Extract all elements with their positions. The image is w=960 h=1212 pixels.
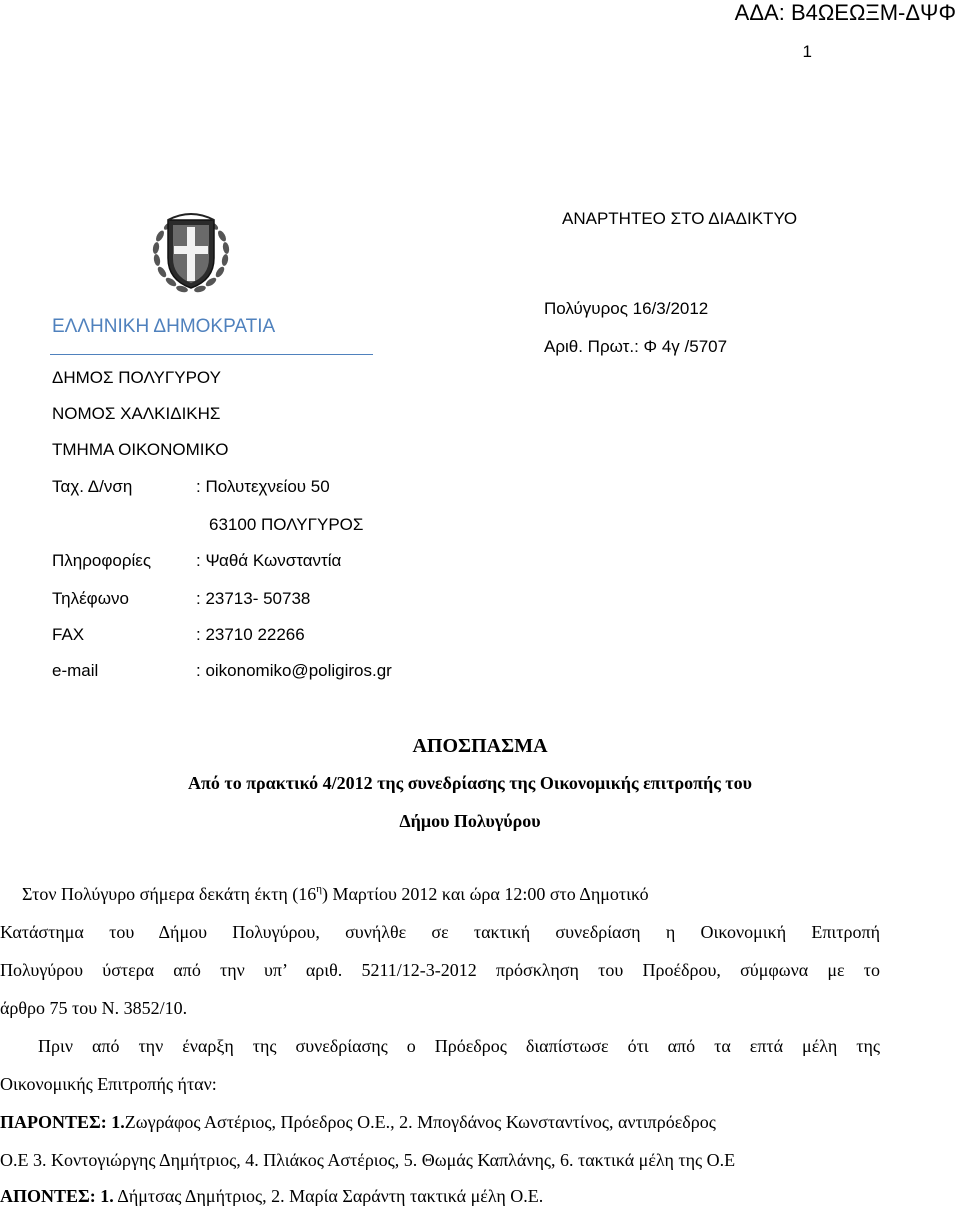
- address-label: Ταχ. Δ/νση: [52, 477, 133, 496]
- posted-online-notice: ΑΝΑΡΤΗΤΕΟ ΣΤΟ ΔΙΑΔΙΚΤΥΟ: [562, 209, 798, 228]
- coat-of-arms-emblem: [146, 206, 236, 298]
- info-label: Πληροφορίες: [52, 551, 152, 570]
- document-subtitle-line2: Δήμου Πολυγύρου: [399, 811, 541, 831]
- issuer-department: ΤΜΗΜΑ ΟΙΚΟΝΟΜΙΚΟ: [52, 440, 229, 459]
- body-p1-line1-a: Στον Πολύγυρο σήμερα δεκάτη έκτη (16: [22, 884, 317, 904]
- email-label: e-mail: [52, 661, 99, 680]
- body-p1-line1: [22, 884, 649, 905]
- present-line1: [0, 1112, 880, 1133]
- fax-value: : 23710 22266: [196, 625, 305, 644]
- issuer-municipality: ΔΗΜΟΣ ΠΟΛΥΓΥΡΟΥ: [52, 368, 221, 387]
- postcode-city: 63100 ΠΟΛΥΓΥΡΟΣ: [209, 515, 364, 534]
- body-p1-line4: άρθρο 75 του Ν. 3852/10.: [0, 998, 188, 1018]
- body-p2-line2: Οικονομικής Επιτροπής ήταν:: [0, 1074, 217, 1094]
- email-value: : oikonomiko@poligiros.gr: [196, 661, 392, 680]
- body-p1-line3: Πολυγύρου ύστερα από την υπ’ αριθ. 5211/12-3-2012 πρόσκληση του Προέδρου, σύμφωνα με το: [0, 960, 880, 980]
- address-value: : Πολυτεχνείου 50: [196, 477, 330, 496]
- present-label: ΠΑΡΟΝΤΕΣ: 1.: [0, 1112, 125, 1132]
- ordinal-suffix: η: [316, 883, 322, 895]
- absent-text: Δήμτσας Δημήτριος, 2. Μαρία Σαράντη τακτικά μέλη Ο.Ε.: [113, 1186, 544, 1206]
- issuer-republic: ΕΛΛΗΝΙΚΗ ΔΗΜΟΚΡΑΤΙΑ: [52, 316, 276, 337]
- body-p1-line2: Κατάστημα του Δήμου Πολυγύρου, συνήλθε σε τακτική συνεδρίαση η Οικονομική Επιτροπή: [0, 922, 880, 942]
- place-date: Πολύγυρος 16/3/2012: [544, 299, 709, 318]
- info-value: : Ψαθά Κωνσταντία: [196, 551, 342, 570]
- present-text-1: Ζωγράφος Αστέριος, Πρόεδρος Ο.Ε., 2. Μπογδάνος Κωνσταντίνος, αντιπρόεδρος: [124, 1112, 716, 1132]
- absent-label: ΑΠΟΝΤΕΣ: 1.: [0, 1186, 114, 1206]
- fax-label: FAX: [52, 625, 85, 644]
- issuer-prefecture: ΝΟΜΟΣ ΧΑΛΚΙΔΙΚΗΣ: [52, 404, 221, 423]
- absent-line: [0, 1186, 543, 1207]
- phone-label: Τηλέφωνο: [52, 589, 129, 608]
- body-p2-line1: Πριν από την έναρξη της συνεδρίασης ο Πρόεδρος διαπίστωσε ότι από τα επτά μέλη της: [38, 1036, 880, 1056]
- protocol-number: Αριθ. Πρωτ.: Φ 4γ /5707: [544, 337, 728, 356]
- document-title: ΑΠΟΣΠΑΣΜΑ: [412, 735, 548, 757]
- ada-code: ΑΔΑ: Β4ΩΕΩΞΜ-ΔΨΦ: [734, 0, 956, 25]
- present-line2: Ο.Ε 3. Κοντογιώργης Δημήτριος, 4. Πλιάκος Αστέριος, 5. Θωμάς Καπλάνης, 6. τακτικά μέλη της Ο.Ε: [0, 1150, 736, 1170]
- page-number: 1: [802, 42, 812, 61]
- document-subtitle-line1: Από το πρακτικό 4/2012 της συνεδρίασης της Οικονομικής επιτροπής του: [188, 773, 752, 793]
- phone-value: : 23713- 50738: [196, 589, 311, 608]
- header-divider: [50, 354, 373, 355]
- body-p1-line1-b: ) Μαρτίου 2012 και ώρα 12:00 στο Δημοτικό: [322, 884, 649, 904]
